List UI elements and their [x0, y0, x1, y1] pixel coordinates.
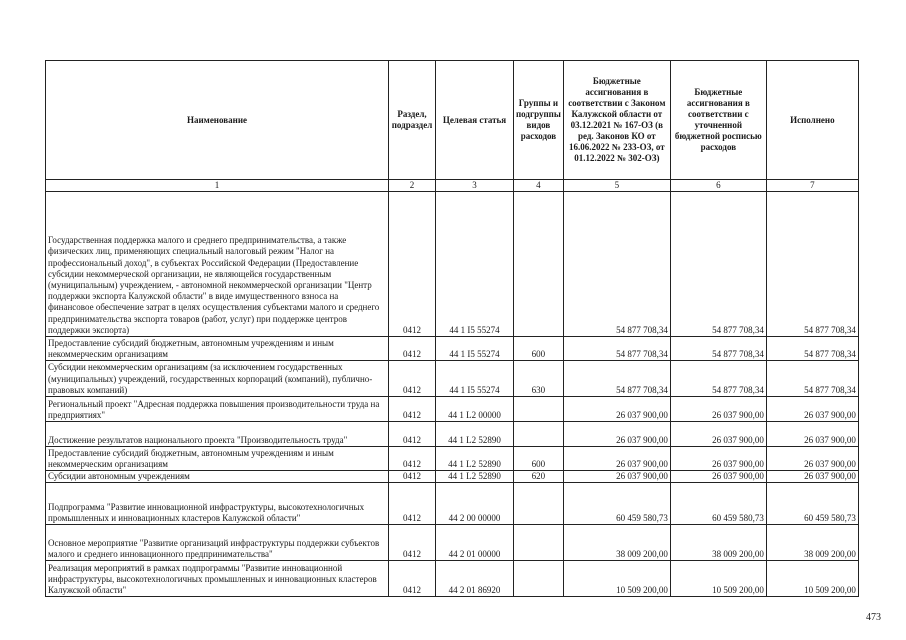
row-group [514, 525, 564, 561]
table-row [46, 361, 859, 397]
table-row [46, 397, 859, 422]
row-section: 0412 [389, 471, 436, 483]
column-number: 5 [563, 180, 670, 192]
row-law-amount: 38 009 200,00 [563, 525, 670, 561]
row-law-amount: 26 037 900,00 [563, 471, 670, 483]
row-done-amount: 26 037 900,00 [766, 471, 858, 483]
row-name: Предоставление субсидий бюджетным, автономным учреждениям и иным некоммерческим организациям [46, 447, 389, 471]
row-group [514, 561, 564, 597]
row-name: Субсидии автономным учреждениям [46, 471, 389, 483]
page-number: 473 [866, 612, 881, 623]
header-law: Бюджетные ассигнования в соответствии с Законом Калужской области от 03.12.2021 № 167-ОЗ (в ред. Законов КО от 16.06.2022 № 233-ОЗ, от 01.12.2022 № 302-ОЗ) [563, 61, 670, 180]
row-list-amount: 38 009 200,00 [670, 525, 766, 561]
row-done-amount: 38 009 200,00 [766, 525, 858, 561]
column-number-row [46, 180, 859, 192]
row-done-amount: 60 459 580,73 [766, 483, 858, 525]
table-row [46, 337, 859, 361]
header-done: Исполнено [766, 61, 858, 180]
row-list-amount: 26 037 900,00 [670, 447, 766, 471]
row-section: 0412 [389, 483, 436, 525]
row-done-amount: 26 037 900,00 [766, 422, 858, 447]
row-section: 0412 [389, 337, 436, 361]
row-name: Государственная поддержка малого и среднего предпринимательства, а также физических лиц, применяющих специальный налоговый режим "Налог на профессиональный доход", в субъектах Российской Федерации (Предоставление субсидии некоммерческой организации, не являющейся государственным (муниципальным) учреждением, - автономной некоммерческой организации "Центр поддержки экспорта Калужской области" в виде имущественного взноса на финансовое обеспечение затрат в целях осуществления субъектами малого и среднего предпринимательства экспорта товаров (работ, услуг) при поддержке центров поддержки экспорта) [46, 192, 389, 337]
row-group: 630 [514, 361, 564, 397]
row-name: Предоставление субсидий бюджетным, автономным учреждениям и иным некоммерческим организациям [46, 337, 389, 361]
table-row [46, 525, 859, 561]
row-target: 44 1 L2 52890 [436, 471, 514, 483]
header-target: Целевая статья [436, 61, 514, 180]
row-list-amount: 26 037 900,00 [670, 422, 766, 447]
row-name: Достижение результатов национального проекта "Производительность труда" [46, 422, 389, 447]
row-target: 44 1 L2 00000 [436, 397, 514, 422]
table-header-row [46, 61, 859, 180]
row-list-amount: 54 877 708,34 [670, 337, 766, 361]
budget-table [45, 60, 859, 597]
row-target: 44 1 I5 55274 [436, 361, 514, 397]
row-law-amount: 54 877 708,34 [563, 337, 670, 361]
row-law-amount: 26 037 900,00 [563, 422, 670, 447]
row-target: 44 2 01 86920 [436, 561, 514, 597]
row-group: 600 [514, 337, 564, 361]
column-number: 1 [46, 180, 389, 192]
table-row [46, 447, 859, 471]
row-group: 620 [514, 471, 564, 483]
row-section: 0412 [389, 422, 436, 447]
row-law-amount: 26 037 900,00 [563, 397, 670, 422]
header-section: Раздел, подраздел [389, 61, 436, 180]
row-list-amount: 26 037 900,00 [670, 397, 766, 422]
column-number: 4 [514, 180, 564, 192]
table-row [46, 422, 859, 447]
column-number: 3 [436, 180, 514, 192]
row-list-amount: 54 877 708,34 [670, 192, 766, 337]
table-row [46, 561, 859, 597]
row-list-amount: 60 459 580,73 [670, 483, 766, 525]
row-group [514, 397, 564, 422]
row-section: 0412 [389, 397, 436, 422]
column-number: 2 [389, 180, 436, 192]
row-target: 44 2 01 00000 [436, 525, 514, 561]
row-group: 600 [514, 447, 564, 471]
row-done-amount: 26 037 900,00 [766, 397, 858, 422]
table-row [46, 483, 859, 525]
row-list-amount: 10 509 200,00 [670, 561, 766, 597]
header-groups: Группы и подгруппы видов расходов [514, 61, 564, 180]
row-target: 44 1 I5 55274 [436, 337, 514, 361]
column-number: 7 [766, 180, 858, 192]
row-law-amount: 10 509 200,00 [563, 561, 670, 597]
table-row [46, 192, 859, 337]
row-law-amount: 26 037 900,00 [563, 447, 670, 471]
row-group [514, 422, 564, 447]
row-section: 0412 [389, 361, 436, 397]
row-name: Региональный проект "Адресная поддержка повышения производительности труда на предприятиях" [46, 397, 389, 422]
row-done-amount: 54 877 708,34 [766, 337, 858, 361]
row-target: 44 2 00 00000 [436, 483, 514, 525]
row-name: Субсидии некоммерческим организациям (за исключением государственных (муниципальных) учреждений, государственных корпораций (компаний), публично-правовых компаний) [46, 361, 389, 397]
row-list-amount: 54 877 708,34 [670, 361, 766, 397]
row-group [514, 192, 564, 337]
row-done-amount: 54 877 708,34 [766, 361, 858, 397]
row-name: Основное мероприятие "Развитие организаций инфраструктуры поддержки субъектов малого и среднего инновационного предпринимательства" [46, 525, 389, 561]
row-group [514, 483, 564, 525]
row-law-amount: 60 459 580,73 [563, 483, 670, 525]
row-law-amount: 54 877 708,34 [563, 361, 670, 397]
row-target: 44 1 L2 52890 [436, 422, 514, 447]
row-section: 0412 [389, 561, 436, 597]
header-list: Бюджетные ассигнования в соответствии с уточненной бюджетной росписью расходов [670, 61, 766, 180]
row-done-amount: 26 037 900,00 [766, 447, 858, 471]
row-section: 0412 [389, 192, 436, 337]
table-row [46, 471, 859, 483]
row-done-amount: 54 877 708,34 [766, 192, 858, 337]
row-section: 0412 [389, 525, 436, 561]
row-section: 0412 [389, 447, 436, 471]
row-target: 44 1 L2 52890 [436, 447, 514, 471]
column-number: 6 [670, 180, 766, 192]
header-name: Наименование [46, 61, 389, 180]
row-name: Реализация мероприятий в рамках подпрограммы "Развитие инновационной инфраструктуры, высокотехнологичных промышленных и инновационных кластеров Калужской области" [46, 561, 389, 597]
row-law-amount: 54 877 708,34 [563, 192, 670, 337]
row-name: Подпрограмма "Развитие инновационной инфраструктуры, высокотехнологичных промышленных и инновационных кластеров Калужской области" [46, 483, 389, 525]
row-done-amount: 10 509 200,00 [766, 561, 858, 597]
row-target: 44 1 I5 55274 [436, 192, 514, 337]
row-list-amount: 26 037 900,00 [670, 471, 766, 483]
